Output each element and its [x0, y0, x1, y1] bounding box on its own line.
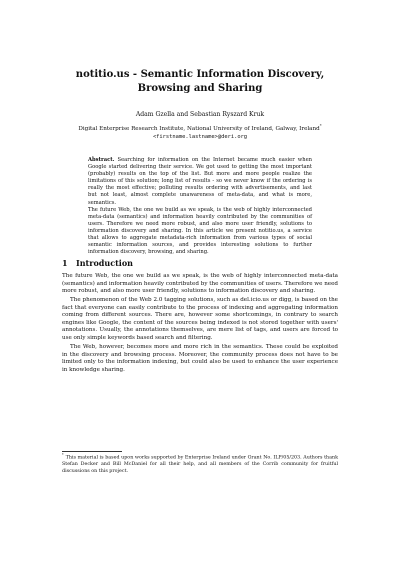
footnote-rule [62, 451, 122, 452]
section-number: 1 [62, 258, 68, 268]
abstract [88, 157, 312, 256]
section-body [62, 273, 338, 376]
title-line-2: Browsing and Sharing [137, 83, 263, 94]
title-line-1: notitio.us - Semantic Information Discovery, [75, 69, 325, 80]
section-title: Introduction [76, 258, 133, 268]
abstract-text: Searching for information on the Internet became much easier when Google started delivering their service. We got used to getting the most important (probably) results on the top of the list. But more and more people realize the limitations of this solution; long list of results - so we never know if the ordering is really the most effective; polluting results ordering with advertisements, and last but not least, almost complete unawareness of meta-data, and what is more, semantics. [88, 157, 312, 206]
abstract-paragraph-1 [88, 157, 312, 207]
body-paragraph: The phenomenon of the Web 2.0 tagging solutions, such as del.icio.us or digg, is based on the fact that everyone can easily contribute to the process of indexing and aggregating information coming from different sources. There are, however some shortcomings, in contrary to search engines like Google, the content of the sources being indexed is not stored together with users' annotations. Usually, the annotations themselves, are mere list of tags, and users are forced to use only simple keywords based search and filtering. [62, 297, 338, 342]
section-heading [62, 258, 133, 268]
affiliation-block [45, 123, 355, 141]
body-paragraph: The future Web, the one we build as we speak, is the web of highly interconnected meta-data (semantics) and information heavily contributed by the communities of users. Therefore we need more robust, and also more user friendly, solutions to information discovery and sharing. [62, 273, 338, 295]
abstract-paragraph-2: The future Web, the one we build as we speak, is the web of highly interconnected meta-data (semantics) and information heavily contributed by the communities of users. Therefore we need more robust, and also more user friendly, solutions to information discovery and sharing. In this article we present notitio.us, a service that allows to aggregate metadata-rich information from various types of social semantic information sources, and provides interesting solutions to further information discovery, browsing, and sharing. [88, 206, 312, 256]
affiliation-footnote-marker: * [319, 123, 322, 129]
abstract-label: Abstract. [88, 157, 115, 163]
footnote [62, 455, 338, 475]
footnote-marker: * [62, 453, 64, 457]
author-email: <firstname.lastname>@deri.org [152, 133, 248, 140]
footnote-text: This material is based upon works supported by Enterprise Ireland under Grant No. ILP/05/203. Authors thank Stefan Decker and Bill McDaniel for all their help, and all members of the Corrib community for fruitful discussions on this project. [62, 455, 338, 474]
body-paragraph: The Web, however, becomes more and more rich in the semantics. These could be exploited in the discovery and browsing process. Moreover, the community process does not have to be limited only to the information indexing, but could also be used to enhance the user experience in knowledge sharing. [62, 343, 338, 373]
paper-title [60, 68, 340, 96]
affiliation-text: Digital Enterprise Research Institute, National University of Ireland, Galway, Ireland [78, 126, 320, 132]
author-list: Adam Gzella and Sebastian Ryszard Kruk [135, 111, 265, 118]
